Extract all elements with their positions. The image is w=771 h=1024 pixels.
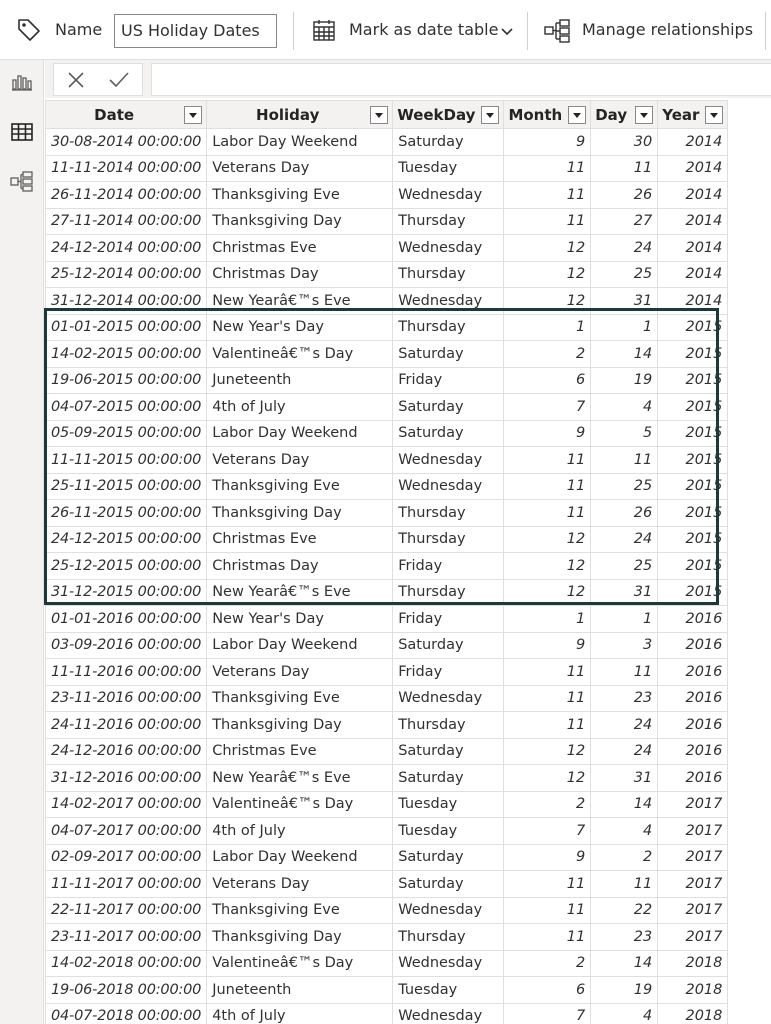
cell-day[interactable]: 26	[591, 500, 658, 527]
table-row[interactable]	[46, 500, 728, 527]
cell-date[interactable]: 03-09-2016 00:00:00	[46, 632, 207, 659]
cell-date[interactable]: 31-12-2014 00:00:00	[46, 288, 207, 315]
cell-day[interactable]: 2	[591, 844, 658, 871]
table-row[interactable]	[46, 553, 728, 580]
cell-month[interactable]: 6	[504, 367, 591, 394]
cell-day[interactable]: 24	[591, 738, 658, 765]
table-row[interactable]	[46, 420, 728, 447]
cell-year[interactable]: 2017	[658, 818, 728, 845]
cell-holiday[interactable]: Veterans Day	[207, 447, 393, 474]
cell-year[interactable]: 2014	[658, 129, 728, 156]
cell-day[interactable]: 30	[591, 129, 658, 156]
cell-day[interactable]: 19	[591, 977, 658, 1004]
cell-weekday[interactable]: Wednesday	[393, 235, 504, 262]
cell-month[interactable]: 11	[504, 712, 591, 739]
cell-date[interactable]: 11-11-2016 00:00:00	[46, 659, 207, 686]
cell-month[interactable]: 11	[504, 685, 591, 712]
cell-date[interactable]: 11-11-2014 00:00:00	[46, 155, 207, 182]
cell-holiday[interactable]: New Year's Day	[207, 606, 393, 633]
column-header-day[interactable]	[591, 101, 658, 129]
cell-date[interactable]: 01-01-2015 00:00:00	[46, 314, 207, 341]
table-row[interactable]	[46, 924, 728, 951]
cell-day[interactable]: 26	[591, 182, 658, 209]
model-view-icon[interactable]	[8, 168, 36, 196]
cell-weekday[interactable]: Wednesday	[393, 1003, 504, 1024]
cell-year[interactable]: 2017	[658, 871, 728, 898]
cell-year[interactable]: 2016	[658, 738, 728, 765]
cell-date[interactable]: 04-07-2018 00:00:00	[46, 1003, 207, 1024]
cell-holiday[interactable]: New Yearâ€™s Eve	[207, 579, 393, 606]
table-row[interactable]	[46, 738, 728, 765]
cell-day[interactable]: 27	[591, 208, 658, 235]
cell-day[interactable]: 3	[591, 632, 658, 659]
cell-day[interactable]: 31	[591, 765, 658, 792]
cell-date[interactable]: 26-11-2014 00:00:00	[46, 182, 207, 209]
table-header-row	[46, 101, 728, 129]
cell-year[interactable]: 2014	[658, 182, 728, 209]
cell-day[interactable]: 14	[591, 791, 658, 818]
cell-year[interactable]: 2015	[658, 553, 728, 580]
cell-year[interactable]: 2015	[658, 447, 728, 474]
table-row[interactable]	[46, 712, 728, 739]
cell-date[interactable]: 22-11-2017 00:00:00	[46, 897, 207, 924]
table-row[interactable]	[46, 818, 728, 845]
cell-date[interactable]: 11-11-2015 00:00:00	[46, 447, 207, 474]
cell-holiday[interactable]: Thanksgiving Day	[207, 712, 393, 739]
cell-day[interactable]: 11	[591, 155, 658, 182]
column-header-label: Year	[662, 105, 700, 124]
cell-date[interactable]: 19-06-2015 00:00:00	[46, 367, 207, 394]
cell-weekday[interactable]: Wednesday	[393, 685, 504, 712]
cell-year[interactable]: 2016	[658, 659, 728, 686]
cell-day[interactable]: 1	[591, 314, 658, 341]
cell-holiday[interactable]: 4th of July	[207, 818, 393, 845]
cell-weekday[interactable]: Wednesday	[393, 447, 504, 474]
cell-day[interactable]: 25	[591, 553, 658, 580]
cell-date[interactable]: 31-12-2016 00:00:00	[46, 765, 207, 792]
table-row[interactable]	[46, 897, 728, 924]
cell-date[interactable]: 05-09-2015 00:00:00	[46, 420, 207, 447]
close-icon[interactable]	[66, 70, 86, 94]
cell-day[interactable]: 4	[591, 1003, 658, 1024]
cell-weekday[interactable]: Wednesday	[393, 288, 504, 315]
cell-year[interactable]: 2014	[658, 208, 728, 235]
cell-date[interactable]: 23-11-2017 00:00:00	[46, 924, 207, 951]
cell-month[interactable]: 7	[504, 1003, 591, 1024]
cell-weekday[interactable]: Wednesday	[393, 182, 504, 209]
cell-year[interactable]: 2016	[658, 765, 728, 792]
cell-day[interactable]: 31	[591, 579, 658, 606]
cell-day[interactable]: 14	[591, 341, 658, 368]
cell-holiday[interactable]: Valentineâ€™s Day	[207, 341, 393, 368]
check-icon[interactable]	[108, 70, 130, 94]
cell-weekday[interactable]: Thursday	[393, 924, 504, 951]
table-row[interactable]	[46, 844, 728, 871]
cell-holiday[interactable]: Labor Day Weekend	[207, 129, 393, 156]
column-header-label: Day	[595, 105, 628, 124]
column-header-label: Month	[508, 105, 563, 124]
table-row[interactable]	[46, 950, 728, 977]
cell-holiday[interactable]: Christmas Eve	[207, 526, 393, 553]
cell-month[interactable]: 11	[504, 897, 591, 924]
cell-month[interactable]: 12	[504, 261, 591, 288]
formula-actions	[53, 63, 143, 96]
cell-weekday[interactable]: Friday	[393, 606, 504, 633]
cell-holiday[interactable]: 4th of July	[207, 1003, 393, 1024]
chevron-down-icon[interactable]	[500, 24, 514, 43]
cell-date[interactable]: 24-12-2015 00:00:00	[46, 526, 207, 553]
cell-holiday[interactable]: Labor Day Weekend	[207, 420, 393, 447]
cell-holiday[interactable]: Thanksgiving Eve	[207, 897, 393, 924]
cell-date[interactable]: 26-11-2015 00:00:00	[46, 500, 207, 527]
cell-month[interactable]: 12	[504, 553, 591, 580]
cell-weekday[interactable]: Friday	[393, 367, 504, 394]
cell-day[interactable]: 1	[591, 606, 658, 633]
cell-month[interactable]: 12	[504, 579, 591, 606]
table-row[interactable]	[46, 288, 728, 315]
manage-relationships-button[interactable]: Manage relationships	[582, 20, 754, 39]
cell-year[interactable]: 2017	[658, 791, 728, 818]
cell-weekday[interactable]: Saturday	[393, 765, 504, 792]
holiday-table	[45, 100, 728, 1024]
formula-bar	[45, 60, 771, 98]
cell-year[interactable]: 2014	[658, 261, 728, 288]
cell-month[interactable]: 12	[504, 738, 591, 765]
report-view-icon[interactable]	[8, 68, 36, 96]
cell-day[interactable]: 19	[591, 367, 658, 394]
cell-weekday[interactable]: Thursday	[393, 500, 504, 527]
formula-input[interactable]	[151, 63, 771, 96]
cell-month[interactable]: 11	[504, 473, 591, 500]
table-row[interactable]	[46, 977, 728, 1004]
cell-weekday[interactable]: Saturday	[393, 844, 504, 871]
column-header-weekday[interactable]	[393, 101, 504, 129]
cell-year[interactable]: 2014	[658, 288, 728, 315]
cell-year[interactable]: 2018	[658, 950, 728, 977]
cell-year[interactable]: 2018	[658, 977, 728, 1004]
cell-month[interactable]: 12	[504, 765, 591, 792]
cell-month[interactable]: 11	[504, 208, 591, 235]
cell-weekday[interactable]: Saturday	[393, 738, 504, 765]
cell-weekday[interactable]: Saturday	[393, 632, 504, 659]
table-row[interactable]	[46, 235, 728, 262]
cell-date[interactable]: 04-07-2017 00:00:00	[46, 818, 207, 845]
cell-date[interactable]: 14-02-2017 00:00:00	[46, 791, 207, 818]
cell-holiday[interactable]: Christmas Day	[207, 261, 393, 288]
cell-weekday[interactable]: Wednesday	[393, 473, 504, 500]
table-row[interactable]	[46, 685, 728, 712]
table-row[interactable]	[46, 341, 728, 368]
table-row[interactable]	[46, 871, 728, 898]
cell-weekday[interactable]: Thursday	[393, 712, 504, 739]
cell-day[interactable]: 4	[591, 394, 658, 421]
cell-weekday[interactable]: Friday	[393, 659, 504, 686]
cell-month[interactable]: 11	[504, 871, 591, 898]
cell-holiday[interactable]: Valentineâ€™s Day	[207, 950, 393, 977]
cell-holiday[interactable]: Veterans Day	[207, 155, 393, 182]
cell-weekday[interactable]: Tuesday	[393, 977, 504, 1004]
cell-month[interactable]: 7	[504, 394, 591, 421]
cell-year[interactable]: 2015	[658, 341, 728, 368]
cell-month[interactable]: 2	[504, 341, 591, 368]
table-row[interactable]	[46, 765, 728, 792]
cell-month[interactable]: 1	[504, 314, 591, 341]
cell-month[interactable]: 12	[504, 288, 591, 315]
cell-weekday[interactable]: Saturday	[393, 341, 504, 368]
cell-month[interactable]: 11	[504, 182, 591, 209]
cell-month[interactable]: 11	[504, 155, 591, 182]
cell-month[interactable]: 9	[504, 632, 591, 659]
cell-year[interactable]: 2015	[658, 314, 728, 341]
cell-year[interactable]: 2016	[658, 712, 728, 739]
cell-month[interactable]: 12	[504, 526, 591, 553]
cell-month[interactable]: 1	[504, 606, 591, 633]
cell-day[interactable]: 22	[591, 897, 658, 924]
cell-weekday[interactable]: Saturday	[393, 420, 504, 447]
table-row[interactable]	[46, 447, 728, 474]
cell-day[interactable]: 25	[591, 261, 658, 288]
cell-year[interactable]: 2014	[658, 155, 728, 182]
cell-year[interactable]: 2015	[658, 473, 728, 500]
table-row[interactable]	[46, 526, 728, 553]
cell-holiday[interactable]: Labor Day Weekend	[207, 844, 393, 871]
table-row[interactable]	[46, 1003, 728, 1024]
cell-holiday[interactable]: New Yearâ€™s Eve	[207, 288, 393, 315]
cell-holiday[interactable]: Valentineâ€™s Day	[207, 791, 393, 818]
tag-icon	[16, 17, 42, 47]
cell-date[interactable]: 25-12-2014 00:00:00	[46, 261, 207, 288]
cell-month[interactable]: 11	[504, 659, 591, 686]
table-row[interactable]	[46, 632, 728, 659]
ribbon-divider	[527, 12, 528, 50]
cell-holiday[interactable]: Thanksgiving Eve	[207, 473, 393, 500]
cell-day[interactable]: 24	[591, 235, 658, 262]
cell-date[interactable]: 27-11-2014 00:00:00	[46, 208, 207, 235]
cell-holiday[interactable]: Labor Day Weekend	[207, 632, 393, 659]
cell-weekday[interactable]: Friday	[393, 553, 504, 580]
calendar-table-icon	[312, 19, 336, 47]
cell-day[interactable]: 24	[591, 526, 658, 553]
cell-month[interactable]: 12	[504, 235, 591, 262]
filter-dropdown-icon[interactable]	[184, 106, 202, 124]
cell-month[interactable]: 2	[504, 791, 591, 818]
cell-year[interactable]: 2017	[658, 844, 728, 871]
cell-weekday[interactable]: Thursday	[393, 261, 504, 288]
cell-holiday[interactable]: Veterans Day	[207, 871, 393, 898]
cell-date[interactable]: 14-02-2018 00:00:00	[46, 950, 207, 977]
cell-weekday[interactable]: Thursday	[393, 314, 504, 341]
cell-month[interactable]: 11	[504, 500, 591, 527]
cell-date[interactable]: 31-12-2015 00:00:00	[46, 579, 207, 606]
data-view-icon[interactable]	[8, 118, 36, 146]
cell-weekday[interactable]: Saturday	[393, 129, 504, 156]
table-body	[46, 129, 728, 1024]
table-row[interactable]	[46, 659, 728, 686]
cell-date[interactable]: 24-11-2016 00:00:00	[46, 712, 207, 739]
cell-date[interactable]: 23-11-2016 00:00:00	[46, 685, 207, 712]
cell-month[interactable]: 2	[504, 950, 591, 977]
column-header-month[interactable]	[504, 101, 591, 129]
cell-weekday[interactable]: Tuesday	[393, 155, 504, 182]
cell-year[interactable]: 2015	[658, 500, 728, 527]
cell-holiday[interactable]: Thanksgiving Eve	[207, 182, 393, 209]
cell-year[interactable]: 2016	[658, 685, 728, 712]
column-header-date[interactable]	[46, 101, 207, 129]
cell-weekday[interactable]: Saturday	[393, 871, 504, 898]
cell-holiday[interactable]: Christmas Day	[207, 553, 393, 580]
cell-date[interactable]: 19-06-2018 00:00:00	[46, 977, 207, 1004]
cell-year[interactable]: 2016	[658, 606, 728, 633]
cell-holiday[interactable]: New Year's Day	[207, 314, 393, 341]
cell-holiday[interactable]: Thanksgiving Day	[207, 924, 393, 951]
name-label: Name	[55, 20, 103, 39]
cell-day[interactable]: 5	[591, 420, 658, 447]
cell-holiday[interactable]: Juneteenth	[207, 367, 393, 394]
table-row[interactable]	[46, 129, 728, 156]
table-tools-ribbon	[0, 0, 771, 60]
cell-weekday[interactable]: Tuesday	[393, 818, 504, 845]
cell-holiday[interactable]: Juneteenth	[207, 977, 393, 1004]
cell-day[interactable]: 23	[591, 924, 658, 951]
filter-dropdown-icon[interactable]	[635, 106, 653, 124]
cell-year[interactable]: 2017	[658, 897, 728, 924]
filter-dropdown-icon[interactable]	[705, 106, 723, 124]
data-grid	[45, 100, 771, 1024]
cell-date[interactable]: 11-11-2017 00:00:00	[46, 871, 207, 898]
table-row[interactable]	[46, 606, 728, 633]
cell-month[interactable]: 9	[504, 844, 591, 871]
cell-holiday[interactable]: New Yearâ€™s Eve	[207, 765, 393, 792]
cell-day[interactable]: 25	[591, 473, 658, 500]
table-row[interactable]	[46, 155, 728, 182]
table-row[interactable]	[46, 367, 728, 394]
cell-year[interactable]: 2017	[658, 924, 728, 951]
relationships-icon	[544, 19, 570, 47]
column-header-holiday[interactable]	[207, 101, 393, 129]
cell-holiday[interactable]: Veterans Day	[207, 659, 393, 686]
ribbon-divider	[765, 12, 766, 50]
cell-date[interactable]: 04-07-2015 00:00:00	[46, 394, 207, 421]
cell-day[interactable]: 31	[591, 288, 658, 315]
table-row[interactable]	[46, 791, 728, 818]
cell-weekday[interactable]: Wednesday	[393, 897, 504, 924]
cell-year[interactable]: 2015	[658, 579, 728, 606]
cell-day[interactable]: 4	[591, 818, 658, 845]
cell-holiday[interactable]: Thanksgiving Day	[207, 208, 393, 235]
cell-weekday[interactable]: Saturday	[393, 394, 504, 421]
cell-date[interactable]: 01-01-2016 00:00:00	[46, 606, 207, 633]
cell-month[interactable]: 11	[504, 924, 591, 951]
cell-year[interactable]: 2016	[658, 632, 728, 659]
cell-month[interactable]: 9	[504, 129, 591, 156]
cell-year[interactable]: 2015	[658, 526, 728, 553]
view-switcher-rail	[0, 60, 44, 1024]
cell-day[interactable]: 24	[591, 712, 658, 739]
cell-holiday[interactable]: Christmas Eve	[207, 235, 393, 262]
table-row[interactable]	[46, 208, 728, 235]
cell-date[interactable]: 30-08-2014 00:00:00	[46, 129, 207, 156]
cell-month[interactable]: 9	[504, 420, 591, 447]
table-name-input[interactable]: US Holiday Dates	[114, 14, 277, 48]
table-row[interactable]	[46, 182, 728, 209]
cell-year[interactable]: 2014	[658, 235, 728, 262]
table-row[interactable]	[46, 314, 728, 341]
cell-year[interactable]: 2015	[658, 394, 728, 421]
cell-month[interactable]: 6	[504, 977, 591, 1004]
cell-holiday[interactable]: Christmas Eve	[207, 738, 393, 765]
cell-weekday[interactable]: Thursday	[393, 208, 504, 235]
cell-weekday[interactable]: Tuesday	[393, 791, 504, 818]
cell-day[interactable]: 14	[591, 950, 658, 977]
column-header-label: Date	[94, 105, 135, 124]
filter-dropdown-icon[interactable]	[370, 106, 388, 124]
cell-year[interactable]: 2015	[658, 367, 728, 394]
cell-day[interactable]: 23	[591, 685, 658, 712]
cell-date[interactable]: 24-12-2014 00:00:00	[46, 235, 207, 262]
cell-day[interactable]: 11	[591, 447, 658, 474]
column-header-label: WeekDay	[397, 105, 476, 124]
cell-date[interactable]: 24-12-2016 00:00:00	[46, 738, 207, 765]
table-row[interactable]	[46, 394, 728, 421]
filter-dropdown-icon[interactable]	[568, 106, 586, 124]
cell-date[interactable]: 25-11-2015 00:00:00	[46, 473, 207, 500]
cell-month[interactable]: 11	[504, 447, 591, 474]
table-row[interactable]	[46, 579, 728, 606]
mark-as-date-table-button[interactable]: Mark as date table	[349, 20, 499, 39]
column-header-label: Holiday	[256, 105, 320, 124]
table-row[interactable]	[46, 473, 728, 500]
cell-holiday[interactable]: Thanksgiving Eve	[207, 685, 393, 712]
cell-day[interactable]: 11	[591, 659, 658, 686]
cell-weekday[interactable]: Thursday	[393, 526, 504, 553]
cell-weekday[interactable]: Thursday	[393, 579, 504, 606]
ribbon-divider	[293, 12, 294, 50]
table-row[interactable]	[46, 261, 728, 288]
cell-holiday[interactable]: Thanksgiving Day	[207, 500, 393, 527]
cell-weekday[interactable]: Wednesday	[393, 950, 504, 977]
cell-date[interactable]: 14-02-2015 00:00:00	[46, 341, 207, 368]
cell-year[interactable]: 2018	[658, 1003, 728, 1024]
cell-holiday[interactable]: 4th of July	[207, 394, 393, 421]
cell-year[interactable]: 2015	[658, 420, 728, 447]
cell-day[interactable]: 11	[591, 871, 658, 898]
cell-date[interactable]: 25-12-2015 00:00:00	[46, 553, 207, 580]
cell-month[interactable]: 7	[504, 818, 591, 845]
cell-date[interactable]: 02-09-2017 00:00:00	[46, 844, 207, 871]
filter-dropdown-icon[interactable]	[481, 106, 499, 124]
column-header-year[interactable]	[658, 101, 728, 129]
